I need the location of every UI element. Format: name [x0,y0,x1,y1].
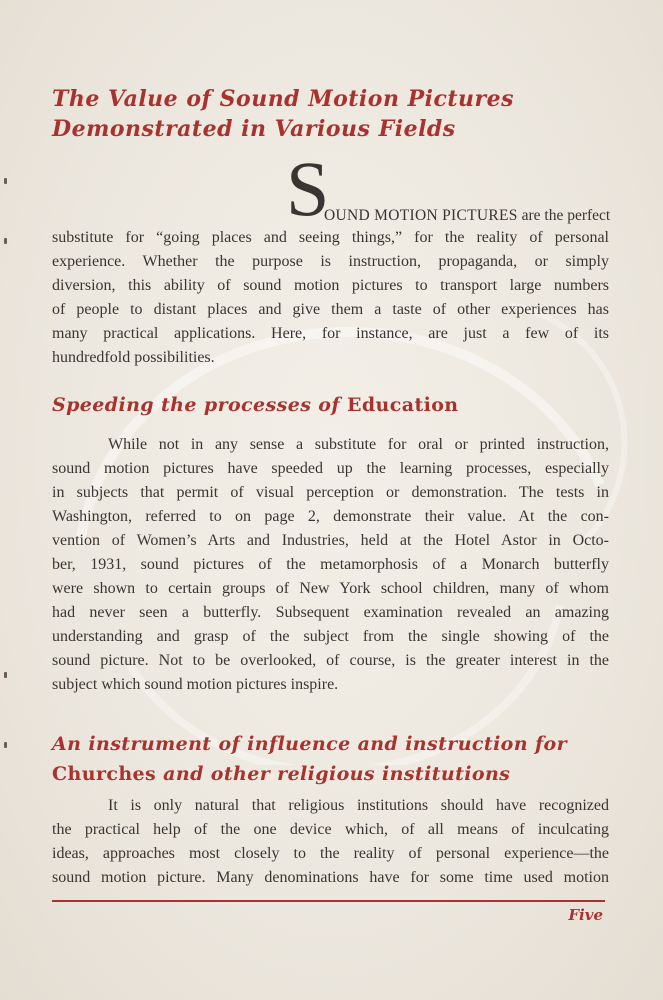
section-heading-education [52,392,459,418]
text-line: Washington, referred to on page 2, demonstrate their value. At the con- [52,508,609,525]
page-number: Five [568,906,603,924]
page-title-line-1: The Value of Sound Motion Pictures [52,86,515,112]
intro-small-caps: OUND MOTION PICTURES [324,207,518,224]
page-title [52,84,514,144]
intro-paragraph [52,226,609,370]
text-line: subject which sound motion pictures inspire. [52,676,339,693]
section-heading-upright: Churches [52,763,157,785]
text-line: understanding and grasp of the subject from the single showing of the [52,628,609,645]
section-heading-line-1: An instrument of influence and instruction for [52,733,568,755]
text-line: vention of Women’s Arts and Industries, held at the Hotel Astor in Octo- [52,532,609,549]
text-line: sound motion picture. Many denominations have for some time used motion [52,869,609,886]
binding-mark [4,742,7,748]
text-line: diversion, this ability of sound motion pictures to transport large numbers [52,277,609,294]
page-title-line-2: Demonstrated in Various Fields [52,116,456,142]
education-paragraph [52,433,609,697]
text-line: of people to distant places and give them a taste of other experiences has [52,301,609,318]
section-heading-line-2 [52,759,567,789]
footer-rule [52,900,605,902]
text-line: sound motion pictures have speeded up the learning processes, especially [52,460,609,477]
section-heading-upright: Education [346,394,459,416]
text-line: hundredfold possibilities. [52,349,215,366]
text-line: the practical help of the one device which, of all means of inculcating [52,821,609,838]
text-line: ideas, approaches most closely to the reality of personal experience—the [52,845,609,862]
text-line: were shown to certain groups of New York school children, many of whom [52,580,609,597]
text-line: substitute for “going places and seeing things,” for the reality of personal [52,229,609,246]
binding-mark [4,672,7,678]
section-heading-italic: and other religious institutions [163,763,511,785]
section-heading-churches [52,729,567,789]
text-line: experience. Whether the purpose is instruction, propaganda, or simply [52,253,609,270]
binding-mark [4,178,7,184]
intro-opening [286,145,616,232]
section-heading-italic: Speeding the processes of [52,394,340,416]
text-line: had never seen a butterfly. Subsequent examination revealed an amazing [52,604,609,621]
text-line: ber, 1931, sound pictures of the metamorphosis of a Monarch butterfly [52,556,609,573]
text-line: sound picture. Not to be overlooked, of course, is the greater interest in the [52,652,609,669]
text-line: in subjects that permit of visual perception or demonstration. The tests in [52,484,609,501]
text-line: It is only natural that religious institutions should have recognized [108,797,609,814]
drop-cap: S [286,145,330,232]
churches-paragraph [52,794,609,890]
intro-lead-rest: are the perfect [521,207,611,224]
text-line: many practical applications. Here, for instance, are just a few of its [52,325,609,342]
binding-mark [4,238,7,244]
intro-lead-line [324,204,610,228]
text-line: While not in any sense a substitute for oral or printed instruction, [108,436,609,453]
